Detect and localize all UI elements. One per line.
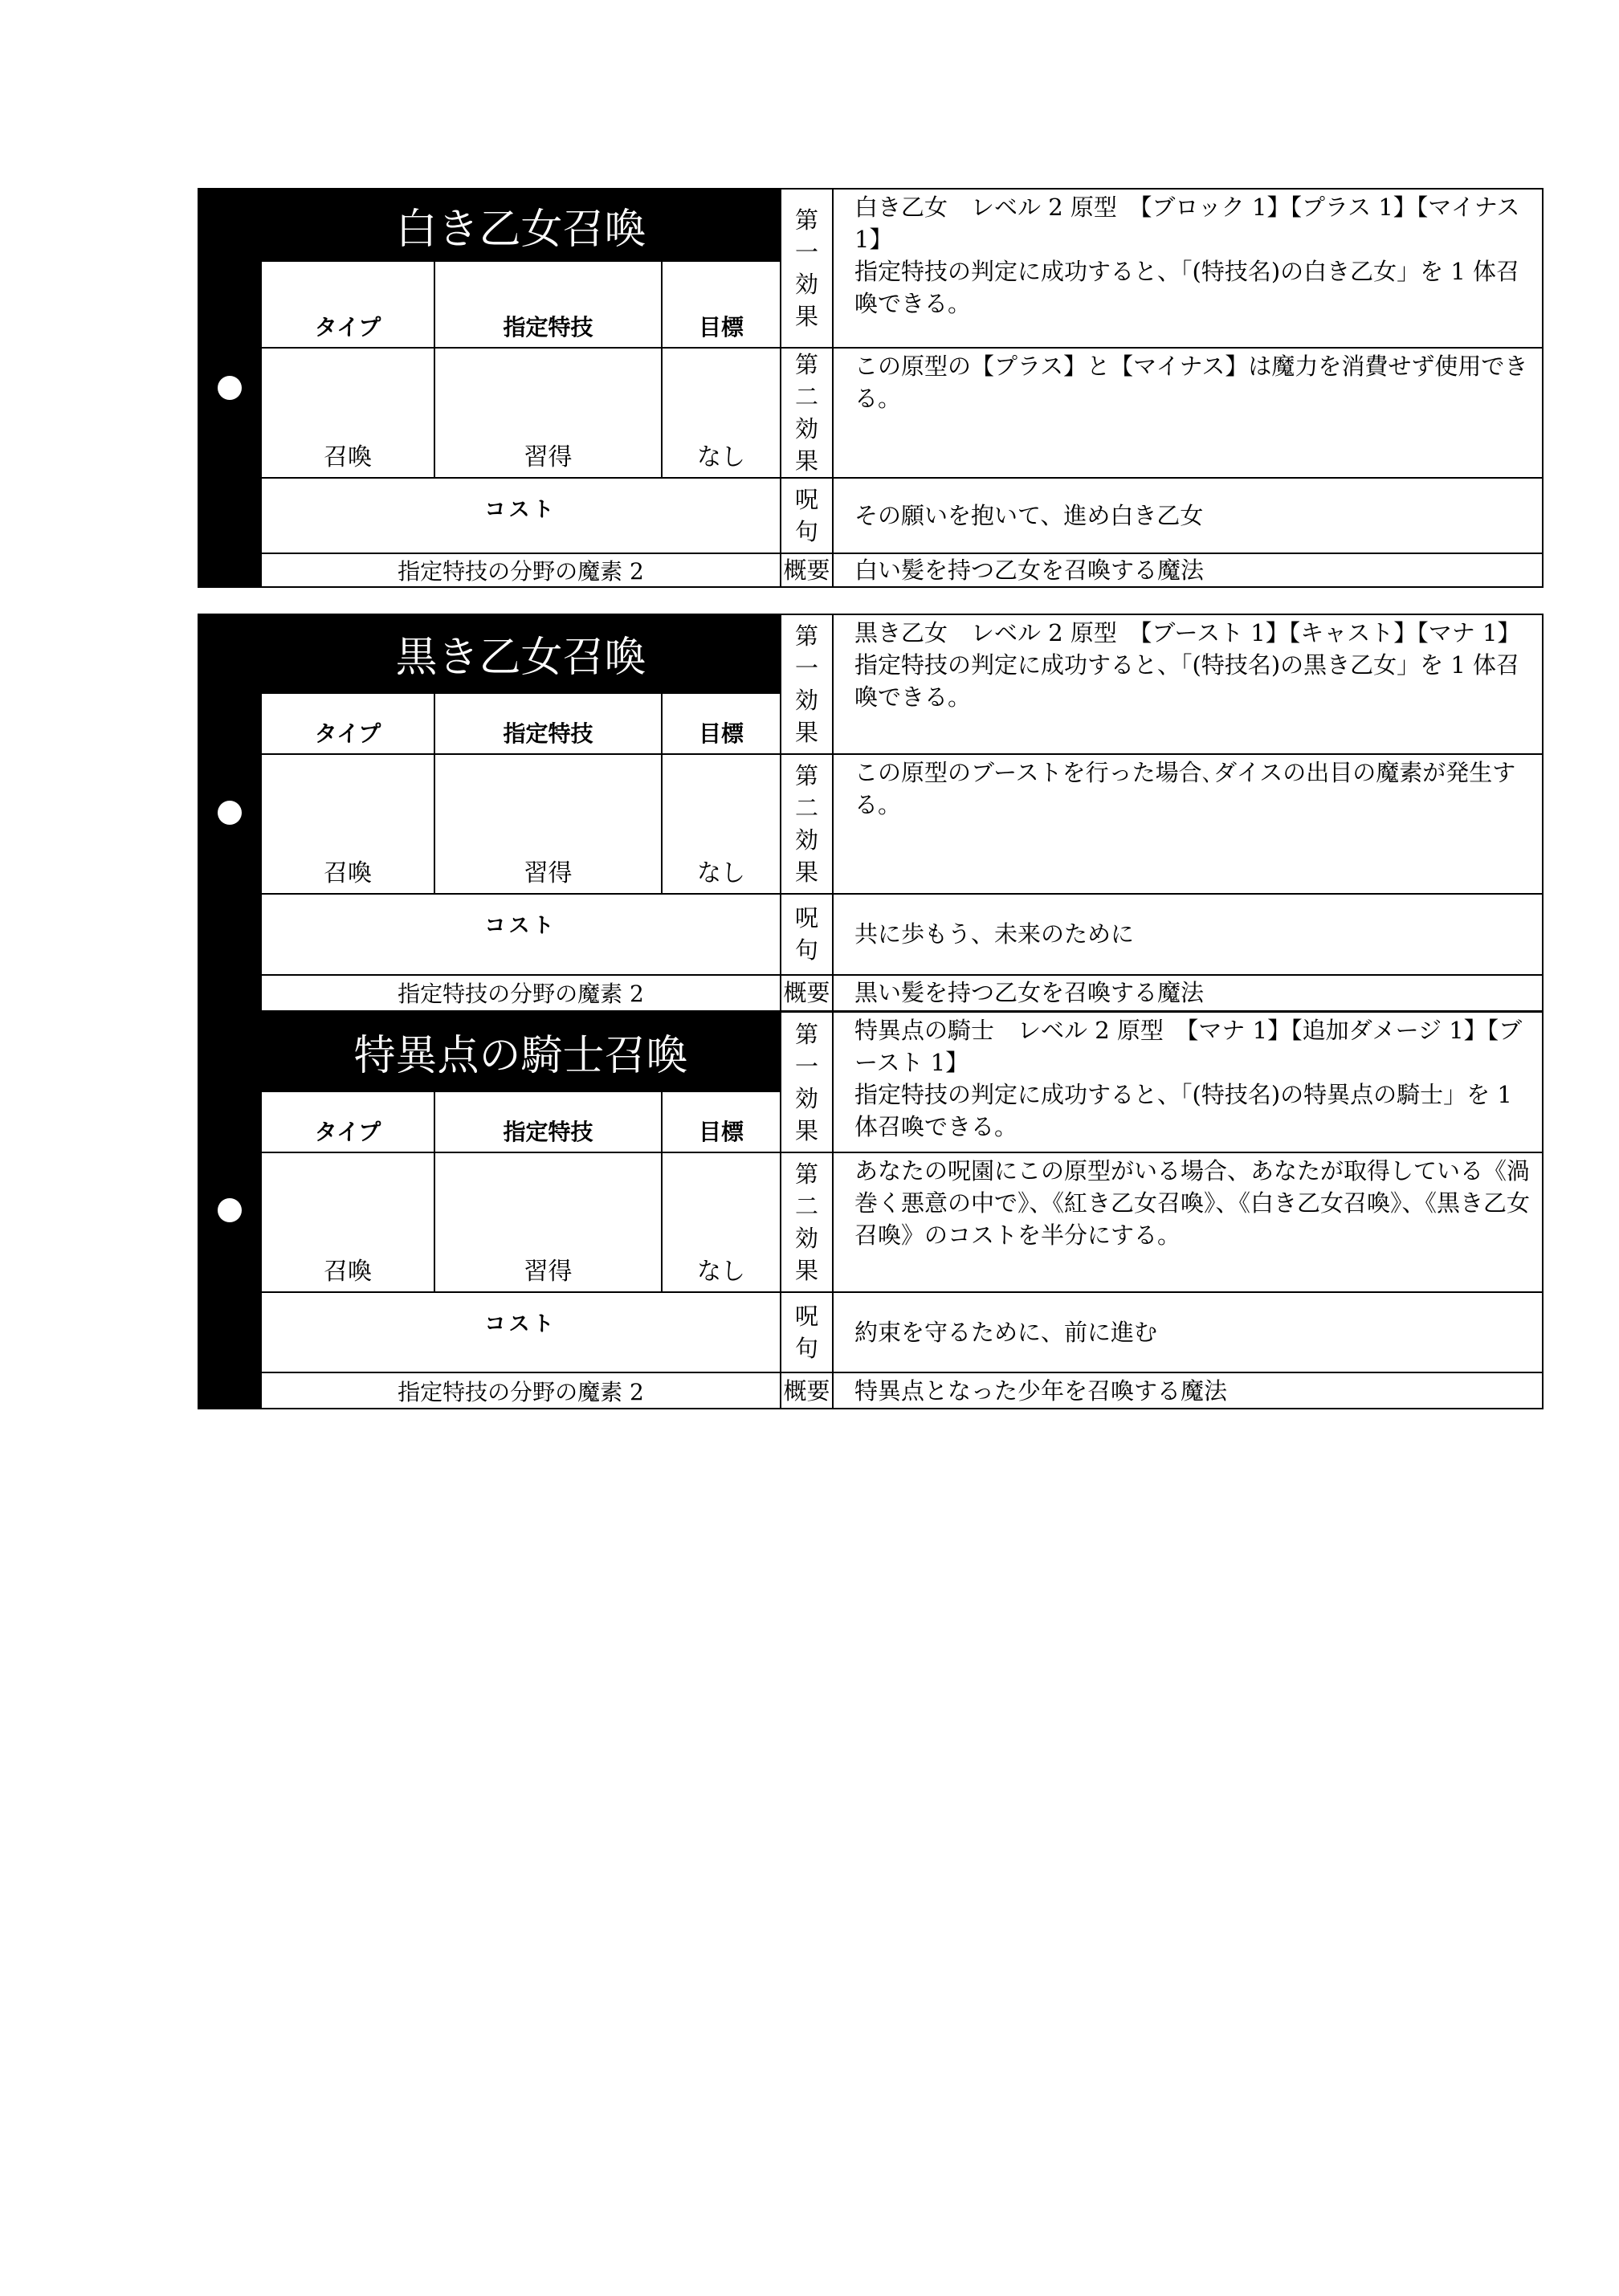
incantation-text: その願いを抱いて、進め白き乙女	[833, 478, 1543, 553]
summary-label: 概要	[781, 553, 833, 587]
summary-text: 特異点となった少年を召喚する魔法	[833, 1372, 1543, 1409]
second-effect-label: 第 二 効 果	[781, 754, 833, 894]
incantation-label: 呪 句	[781, 894, 833, 975]
first-effect-text: 白き乙女 レベル 2 原型 【ブロック 1】【プラス 1】【マイナス 1】 指定特技の判定に成功すると、「(特技名)の白き乙女」を 1 体召喚できる。	[833, 189, 1543, 348]
target-header: 目標	[662, 693, 781, 754]
skill-header: 指定特技	[434, 261, 662, 348]
skill-value: 習得	[434, 348, 662, 478]
type-header: タイプ	[261, 693, 434, 754]
target-value: なし	[662, 1152, 781, 1291]
summary-label: 概要	[781, 1372, 833, 1409]
spell-title: 特異点の騎士召喚	[261, 1012, 781, 1091]
bullet-dot-icon	[218, 376, 242, 400]
skill-value: 習得	[434, 754, 662, 894]
type-value: 召喚	[261, 754, 434, 894]
second-effect-label: 第 二 効 果	[781, 348, 833, 478]
target-header: 目標	[662, 1091, 781, 1153]
cost-materials: 指定特技の分野の魔素 2	[261, 1372, 781, 1409]
summary-text: 黒い髪を持つ乙女を召喚する魔法	[833, 975, 1543, 1011]
first-effect-text: 黒き乙女 レベル 2 原型 【ブースト 1】【キャスト】【マナ 1】 指定特技の判定に成功すると、「(特技名)の黒き乙女」を 1 体召喚できる。	[833, 614, 1543, 754]
first-effect-label: 第 一 効 果	[781, 189, 833, 348]
target-header: 目標	[662, 261, 781, 348]
cost-label: コスト	[261, 478, 781, 553]
bullet-dot-icon	[218, 801, 242, 825]
type-header: タイプ	[261, 1091, 434, 1153]
spell-title: 黒き乙女召喚	[261, 614, 781, 693]
spell-card	[198, 614, 1542, 1012]
card-tab	[198, 1012, 261, 1409]
spell-card	[198, 188, 1542, 586]
card-tab	[198, 189, 261, 587]
summary-text: 白い髪を持つ乙女を召喚する魔法	[833, 553, 1543, 587]
second-effect-text: この原型の【プラス】と【マイナス】は魔力を消費せず使用できる。	[833, 348, 1543, 478]
bullet-dot-icon	[218, 1198, 242, 1222]
first-effect-label: 第 一 効 果	[781, 1012, 833, 1152]
skill-value: 習得	[434, 1152, 662, 1291]
incantation-text: 約束を守るために、前に進む	[833, 1292, 1543, 1373]
second-effect-text: あなたの呪園にこの原型がいる場合、あなたが取得している《渦巻く悪意の中で》、《紅き乙女召喚》、《白き乙女召喚》、《黒き乙女召喚》のコストを半分にする。	[833, 1152, 1543, 1291]
cost-materials: 指定特技の分野の魔素 2	[261, 975, 781, 1011]
second-effect-label: 第 二 効 果	[781, 1152, 833, 1291]
incantation-text: 共に歩もう、未来のために	[833, 894, 1543, 975]
first-effect-text: 特異点の騎士 レベル 2 原型 【マナ 1】【追加ダメージ 1】【ブースト 1】 指定特技の判定に成功すると、「(特技名)の特異点の騎士」を 1 体召喚できる。	[833, 1012, 1543, 1152]
spell-card	[198, 1011, 1542, 1409]
incantation-label: 呪 句	[781, 478, 833, 553]
type-value: 召喚	[261, 1152, 434, 1291]
card-tab	[198, 614, 261, 1011]
first-effect-label: 第 一 効 果	[781, 614, 833, 754]
target-value: なし	[662, 754, 781, 894]
type-header: タイプ	[261, 261, 434, 348]
second-effect-text: この原型のブーストを行った場合､ダイスの出目の魔素が発生する。	[833, 754, 1543, 894]
target-value: なし	[662, 348, 781, 478]
skill-header: 指定特技	[434, 693, 662, 754]
cost-materials: 指定特技の分野の魔素 2	[261, 553, 781, 587]
type-value: 召喚	[261, 348, 434, 478]
cost-label: コスト	[261, 1292, 781, 1373]
skill-header: 指定特技	[434, 1091, 662, 1153]
cost-label: コスト	[261, 894, 781, 975]
spell-title: 白き乙女召喚	[261, 189, 781, 261]
summary-label: 概要	[781, 975, 833, 1011]
incantation-label: 呪 句	[781, 1292, 833, 1373]
